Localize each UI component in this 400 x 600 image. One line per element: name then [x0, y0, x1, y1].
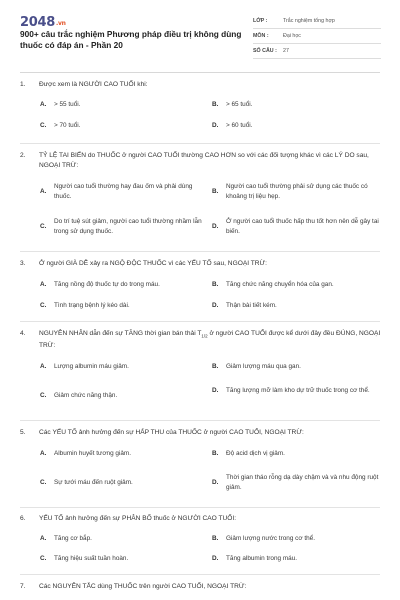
- question-text-part: ở người CAO TUỔI được kể dưới đây đều ĐÚNG, NGOẠI TRỪ:: [39, 330, 381, 350]
- option-d[interactable]: [212, 473, 380, 492]
- option-text: > 70 tuổi.: [54, 122, 81, 129]
- question-number: 2.: [20, 152, 26, 159]
- meta-value: 27: [283, 48, 289, 54]
- option-letter: C.: [40, 392, 47, 399]
- question-number: 1.: [20, 81, 26, 88]
- question-text: Ở người GIÀ DỄ xảy ra NGỘ ĐỘC THUỐC vì các YẾU TỐ sau, NGOẠI TRỪ:: [39, 260, 268, 267]
- option-text: Độ acid dịch vị giảm.: [226, 450, 285, 457]
- option-b[interactable]: [212, 362, 380, 372]
- option-text: Tăng lượng mỡ làm kho dự trữ thuốc trong cơ thể.: [226, 387, 370, 394]
- option-text: > 65 tuổi.: [226, 101, 253, 108]
- option-a[interactable]: [40, 449, 205, 459]
- question-stem: [20, 329, 382, 351]
- option-text: Tăng albumin trong máu.: [226, 555, 298, 562]
- option-text: > 60 tuổi.: [226, 122, 253, 129]
- option-text: Do trí tuệ sút giảm, người cao tuổi thường nhầm lẫn trong sử dụng thuốc.: [54, 218, 202, 235]
- question-number: 5.: [20, 429, 26, 436]
- option-c[interactable]: [40, 478, 205, 488]
- option-letter: B.: [212, 363, 219, 370]
- question-text: TỶ LỆ TAI BIẾN do THUỐC ở người CAO TUỔI thường CAO HƠN so với các đối tượng khác vì các LÝ DO sau, NGOẠI TRỪ:: [39, 152, 369, 169]
- question-divider: [20, 420, 380, 421]
- option-text: Giảm lượng máu qua gan.: [226, 363, 301, 370]
- option-a[interactable]: [40, 280, 205, 290]
- option-c[interactable]: [40, 391, 205, 401]
- option-c[interactable]: [40, 554, 205, 564]
- option-a[interactable]: [40, 100, 200, 110]
- option-letter: C.: [40, 122, 47, 129]
- option-letter: A.: [40, 535, 47, 542]
- option-text: Thận bài tiết kém.: [226, 302, 277, 309]
- option-text: Sự tưới máu đến ruột giảm.: [54, 479, 133, 486]
- meta-key: SỐ CÂU :: [253, 48, 277, 54]
- question-divider: [20, 574, 380, 575]
- option-text: Người cao tuổi thường phải sử dụng các thuốc có khoảng trị liệu hẹp.: [226, 183, 368, 200]
- option-letter: D.: [212, 222, 219, 230]
- question-6: [20, 514, 382, 562]
- option-letter: C.: [40, 222, 47, 230]
- option-b[interactable]: [212, 449, 380, 459]
- option-letter: C.: [40, 479, 47, 486]
- option-letter: A.: [40, 101, 47, 108]
- option-letter: B.: [212, 450, 219, 457]
- question-5: [20, 428, 382, 491]
- question-divider: [20, 251, 380, 252]
- option-letter: C.: [40, 555, 47, 562]
- option-text: Tăng chức năng chuyển hóa của gan.: [226, 281, 334, 288]
- option-letter: D.: [212, 387, 219, 394]
- meta-value: Đại học: [283, 33, 301, 39]
- option-letter: A.: [40, 450, 47, 457]
- option-letter: B.: [212, 281, 219, 288]
- question-text: Các YẾU TỐ ảnh hưởng đến sự HẤP THU của THUỐC ở người CAO TUỔI, NGOẠI TRỪ:: [39, 429, 304, 436]
- meta-row-class: [253, 14, 381, 29]
- subscript: 1/2: [201, 333, 208, 339]
- option-text: Ở người cao tuổi thuốc hấp thu tốt hơn nên dễ gây tai biến.: [226, 218, 379, 235]
- meta-row-subject: [253, 29, 381, 44]
- option-text: Giảm lượng nước trong cơ thể.: [226, 535, 315, 542]
- option-letter: D.: [212, 478, 219, 486]
- option-d[interactable]: [212, 386, 380, 396]
- question-text: [39, 329, 382, 351]
- logo-suffix: .vn: [55, 20, 66, 27]
- option-text: Người cao tuổi thường hay đau ốm và phải dùng thuốc.: [54, 183, 193, 200]
- question-text: Được xem là NGƯỜI CAO TUỔI khi:: [39, 81, 148, 88]
- document-title: 900+ câu trắc nghiệm Phương pháp điều trị không dùng thuốc có đáp án - Phần 20: [20, 29, 242, 50]
- option-letter: A.: [40, 281, 47, 288]
- question-2: [20, 151, 382, 235]
- option-text: Giảm chức năng thận.: [54, 392, 118, 399]
- question-stem: [20, 151, 382, 171]
- option-d[interactable]: [212, 121, 377, 131]
- option-d[interactable]: [212, 301, 380, 311]
- option-letter: D.: [212, 555, 219, 562]
- question-text: YẾU TỐ ảnh hưởng đến sự PHÂN BỐ thuốc ở NGƯỜI CAO TUỔI:: [39, 515, 237, 522]
- question-stem: [20, 428, 382, 438]
- option-a[interactable]: [40, 534, 205, 544]
- option-letter: D.: [212, 302, 219, 309]
- question-divider: [20, 507, 380, 508]
- option-letter: B.: [212, 535, 219, 542]
- option-c[interactable]: [40, 121, 200, 131]
- option-text: Tăng nồng độ thuốc tự do trong máu.: [54, 281, 160, 288]
- option-letter: C.: [40, 302, 47, 309]
- meta-key: LỚP :: [253, 18, 268, 24]
- option-letter: A.: [40, 187, 47, 195]
- question-3: [20, 259, 382, 309]
- logo-text: 2048: [20, 15, 55, 30]
- question-divider: [20, 321, 380, 322]
- question-stem: [20, 582, 382, 592]
- question-number: 7.: [20, 583, 26, 590]
- option-b[interactable]: [212, 182, 380, 201]
- option-d[interactable]: [212, 554, 380, 564]
- question-stem: [20, 514, 382, 524]
- option-letter: D.: [212, 122, 219, 129]
- meta-key: MÔN :: [253, 33, 269, 39]
- option-text: Albumin huyết tương giảm.: [54, 450, 132, 457]
- question-4: [20, 329, 382, 399]
- question-number: 6.: [20, 515, 26, 522]
- option-text: Tăng hiệu suất tuần hoàn.: [54, 555, 129, 562]
- meta-row-count: [253, 44, 381, 59]
- question-text: Các NGUYÊN TẮC dùng THUỐC trên người CAO TUỔI, NGOẠI TRỪ:: [39, 583, 247, 590]
- option-text: Lượng albumin máu giảm.: [54, 363, 129, 370]
- option-d[interactable]: [212, 217, 380, 236]
- question-number: 3.: [20, 260, 26, 267]
- site-logo[interactable]: [20, 15, 66, 30]
- question-divider: [20, 143, 380, 144]
- option-text: Tăng cơ bắp.: [54, 535, 92, 542]
- option-c[interactable]: [40, 217, 205, 236]
- option-text: Thời gian tháo rỗng dạ dày chậm và và nhu động ruột giảm.: [226, 474, 379, 491]
- document-header: [0, 0, 400, 66]
- option-b[interactable]: [212, 534, 380, 544]
- option-a[interactable]: [40, 362, 205, 372]
- option-c[interactable]: [40, 301, 205, 311]
- question-number: 4.: [20, 330, 26, 337]
- meta-table: [253, 14, 381, 59]
- option-b[interactable]: [212, 280, 380, 290]
- option-text: Tình trạng bệnh lý kéo dài.: [54, 302, 130, 309]
- option-letter: B.: [212, 187, 219, 195]
- option-b[interactable]: [212, 100, 377, 110]
- option-a[interactable]: [40, 182, 205, 201]
- header-divider: [20, 72, 380, 73]
- question-text-part: NGUYÊN NHÂN dẫn đến sự TĂNG thời gian bán thải T: [39, 330, 202, 337]
- question-stem: [20, 80, 382, 90]
- option-letter: A.: [40, 363, 47, 370]
- option-letter: B.: [212, 101, 219, 108]
- meta-value: Trắc nghiệm tổng hợp: [283, 18, 335, 24]
- question-1: [20, 80, 382, 129]
- option-text: > 55 tuổi.: [54, 101, 81, 108]
- question-7: [20, 582, 382, 592]
- question-stem: [20, 259, 382, 269]
